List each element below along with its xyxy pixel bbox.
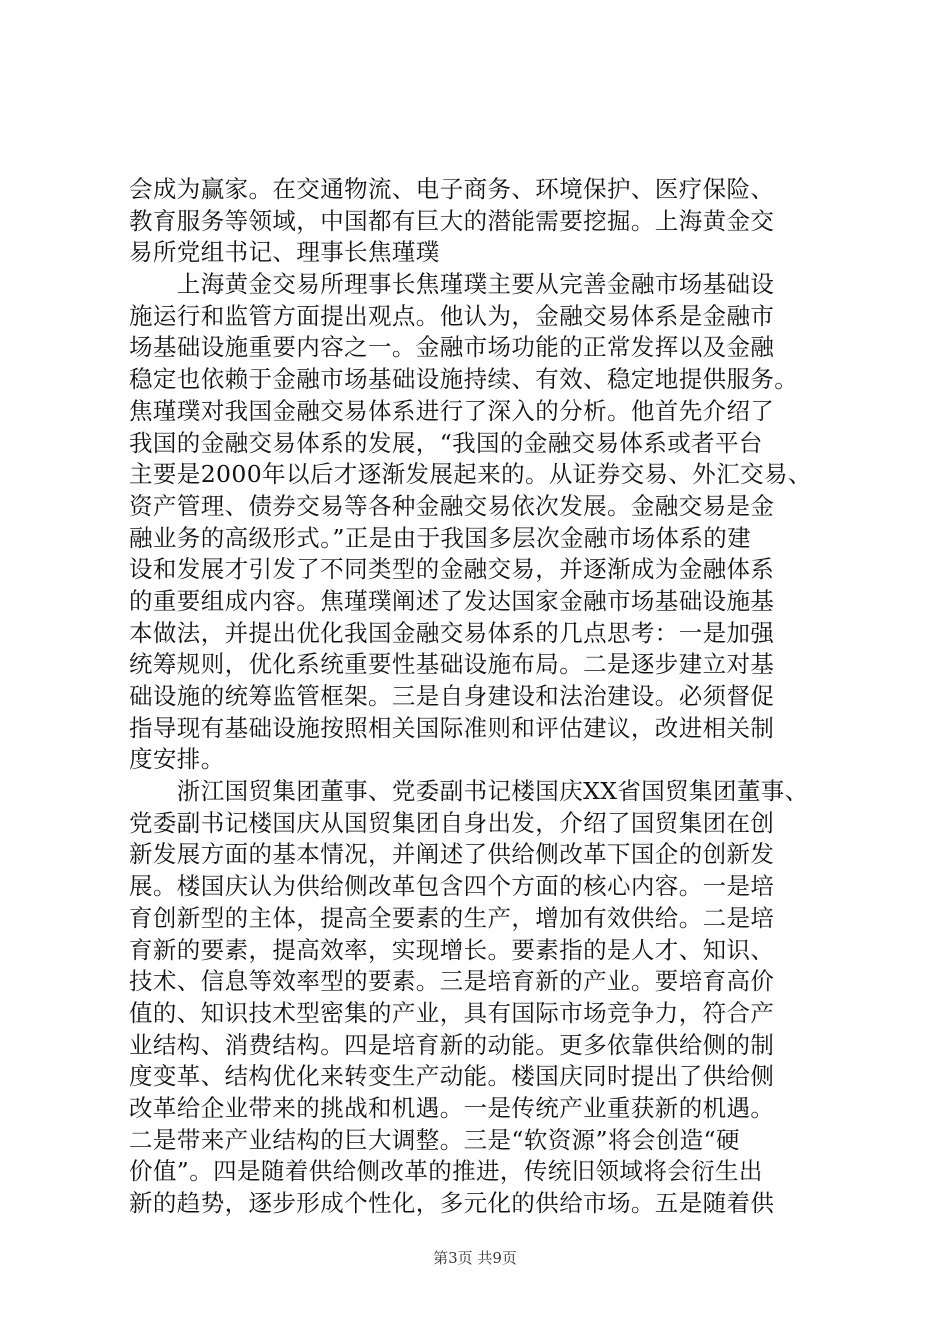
text-line: 主要是2000年以后才逐渐发展起来的。从证券交易、外汇交易、 <box>129 460 812 489</box>
text-line: 焦瑾璞对我国金融交易体系进行了深入的分析。他首先介绍了 <box>129 396 775 425</box>
body-text <box>129 174 829 1220</box>
text-line: 育新的要素，提高效率，实现增长。要素指的是人才、知识、 <box>129 935 775 964</box>
text-line: 技术、信息等效率型的要素。三是培育新的产业。要培育高价 <box>129 967 775 996</box>
text-line: 新的趋势，逐步形成个性化，多元化的供给市场。五是随着供 <box>129 1189 775 1217</box>
text-line: 业结构、消费结构。四是培育新的动能。更多依靠供给侧的制 <box>129 1030 775 1059</box>
text-line: 新发展方面的基本情况，并阐述了供给侧改革下国企的创新发 <box>129 840 775 869</box>
text-line: 教育服务等领域，中国都有巨大的潜能需要挖掘。上海黄金交 <box>129 206 775 235</box>
text-line: 场基础设施重要内容之一。金融市场功能的正常发挥以及金融 <box>129 333 775 362</box>
text-line: 价值”。四是随着供给侧改革的推进，传统旧领域将会衍生出 <box>129 1157 763 1186</box>
text-line: 统筹规则，优化系统重要性基础设施布局。二是逐步建立对基 <box>129 650 775 679</box>
text-line: 会成为赢家。在交通物流、电子商务、环境保护、医疗保险、 <box>129 175 775 203</box>
text-line: 我国的金融交易体系的发展，“我国的金融交易体系或者平台 <box>129 428 763 457</box>
text-line: 值的、知识技术型密集的产业，具有国际市场竞争力，符合产 <box>129 998 775 1027</box>
text-line: 度安排。 <box>129 745 225 774</box>
text-line: 育创新型的主体，提高全要素的生产，增加有效供给。二是培 <box>129 903 775 932</box>
text-line: 改革给企业带来的挑战和机遇。一是传统产业重获新的机遇。 <box>129 1093 775 1122</box>
text-line: 度变革、结构优化来转变生产动能。楼国庆同时提出了供给侧 <box>129 1062 775 1091</box>
text-line: 施运行和监管方面提出观点。他认为，金融交易体系是金融市 <box>129 301 775 330</box>
text-line: 设和发展才引发了不同类型的金融交易，并逐渐成为金融体系 <box>129 555 775 584</box>
text-line: 础设施的统筹监管框架。三是自身建设和法治建设。必须督促 <box>129 682 775 710</box>
text-line: 党委副书记楼国庆从国贸集团自身出发，介绍了国贸集团在创 <box>129 808 775 837</box>
text-line: 展。楼国庆认为供给侧改革包含四个方面的核心内容。一是培 <box>129 872 775 901</box>
text-line: 上海黄金交易所理事长焦瑾璞主要从完善金融市场基础设 <box>129 270 775 299</box>
text-line: 稳定也依赖于金融市场基础设施持续、有效、稳定地提供服务。 <box>129 365 799 394</box>
page-footer: 第3页 共9页 <box>433 1249 517 1267</box>
text-line: 浙江国贸集团董事、党委副书记楼国庆XX省国贸集团董事、 <box>129 777 809 806</box>
text-line: 二是带来产业结构的巨大调整。三是“软资源”将会创造“硬 <box>129 1125 740 1154</box>
text-line: 融业务的高级形式。”正是由于我国多层次金融市场体系的建 <box>129 523 752 552</box>
text-line: 本做法，并提出优化我国金融交易体系的几点思考：一是加强 <box>129 618 775 647</box>
text-line: 的重要组成内容。焦瑾璞阐述了发达国家金融市场基础设施基 <box>129 586 775 615</box>
text-line: 易所党组书记、理事长焦瑾璞 <box>129 238 440 267</box>
text-line: 指导现有基础设施按照相关国际准则和评估建议，改进相关制 <box>129 713 775 742</box>
text-line: 资产管理、债券交易等各种金融交易依次发展。金融交易是金 <box>129 491 775 520</box>
